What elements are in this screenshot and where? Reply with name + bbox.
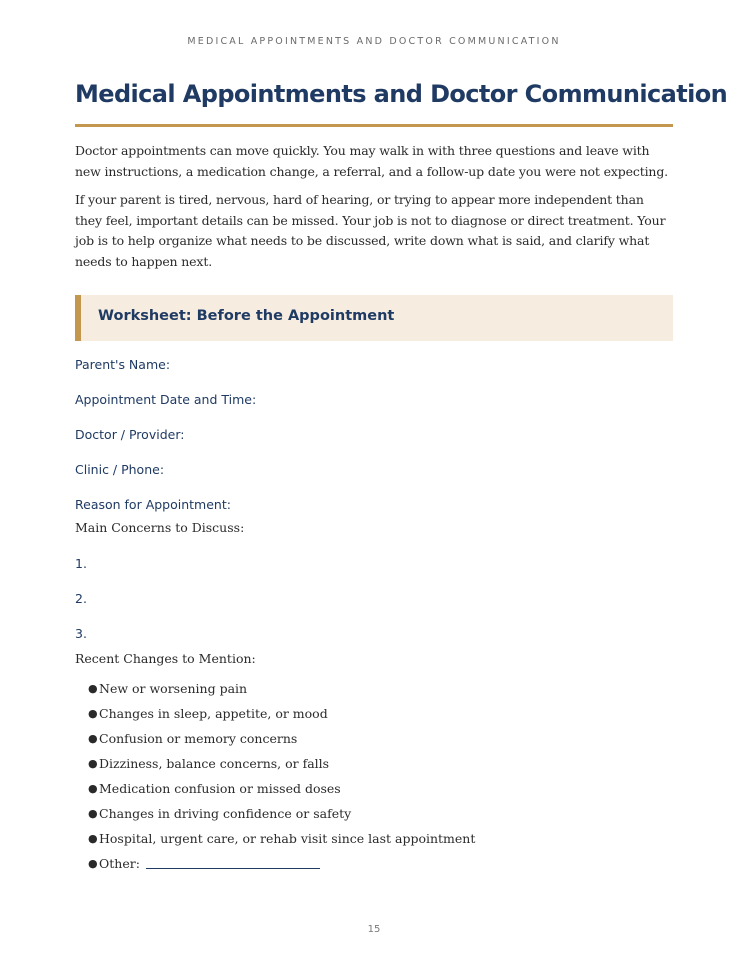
bullet-icon: ● — [88, 682, 98, 695]
field-reason-for-appointment[interactable]: Reason for Appointment: — [75, 497, 231, 512]
intro-paragraph: If your parent is tired, nervous, hard of hearing, or trying to appear more independent than they feel, important details can be missed. Your job is not to diagnose or direct treatment. Your job is to help organize what needs to be discussed, write down what is said, and clarify what needs to happen next. — [75, 192, 666, 269]
list-item — [88, 830, 475, 855]
list-item-text: Changes in sleep, appetite, or mood — [99, 706, 328, 721]
running-header: MEDICAL APPOINTMENTS AND DOCTOR COMMUNICATION — [187, 36, 561, 47]
field-clinic-phone[interactable]: Clinic / Phone: — [75, 462, 165, 477]
list-item-text: Hospital, urgent care, or rehab visit since last appointment — [99, 831, 476, 846]
bullet-icon: ● — [88, 807, 98, 820]
recent-changes-list — [88, 680, 475, 880]
concern-item-2[interactable]: 2. — [75, 591, 87, 606]
bullet-icon: ● — [88, 757, 98, 770]
field-doctor-provider[interactable]: Doctor / Provider: — [75, 427, 185, 442]
field-parent-name[interactable]: Parent's Name: — [75, 357, 171, 372]
list-item-text: Changes in driving confidence or safety — [99, 806, 352, 821]
list-item-text: Dizziness, balance concerns, or falls — [99, 756, 330, 771]
page-number: 15 — [367, 924, 381, 935]
bullet-icon: ● — [88, 707, 98, 720]
list-item — [88, 805, 475, 830]
intro-paragraph: Doctor appointments can move quickly. You may walk in with three questions and leave with new instructions, a medication change, a referral, and a follow-up date you were not expecting. — [75, 143, 669, 179]
list-item — [88, 855, 475, 880]
bullet-icon: ● — [88, 832, 98, 845]
concern-item-1[interactable]: 1. — [75, 556, 87, 571]
list-item-text: Medication confusion or missed doses — [99, 781, 341, 796]
list-item — [88, 755, 475, 780]
changes-label: Recent Changes to Mention: — [75, 651, 256, 666]
page-title: Medical Appointments and Doctor Communication — [75, 80, 728, 108]
worksheet-heading: Worksheet: Before the Appointment — [98, 308, 395, 324]
bullet-icon: ● — [88, 782, 98, 795]
list-item-text: New or worsening pain — [99, 681, 248, 696]
list-item — [88, 730, 475, 755]
list-item — [88, 705, 475, 730]
field-appointment-date-time[interactable]: Appointment Date and Time: — [75, 392, 257, 407]
title-divider — [75, 124, 673, 127]
list-item-text: Confusion or memory concerns — [99, 731, 298, 746]
list-item — [88, 680, 475, 705]
bullet-icon: ● — [88, 857, 98, 870]
concern-item-3[interactable]: 3. — [75, 626, 87, 641]
other-write-in-line[interactable] — [146, 855, 320, 869]
list-item — [88, 780, 475, 805]
concerns-label: Main Concerns to Discuss: — [75, 520, 245, 535]
worksheet-section-banner — [75, 295, 673, 341]
bullet-icon: ● — [88, 732, 98, 745]
list-item-text: Other: — [99, 856, 140, 871]
